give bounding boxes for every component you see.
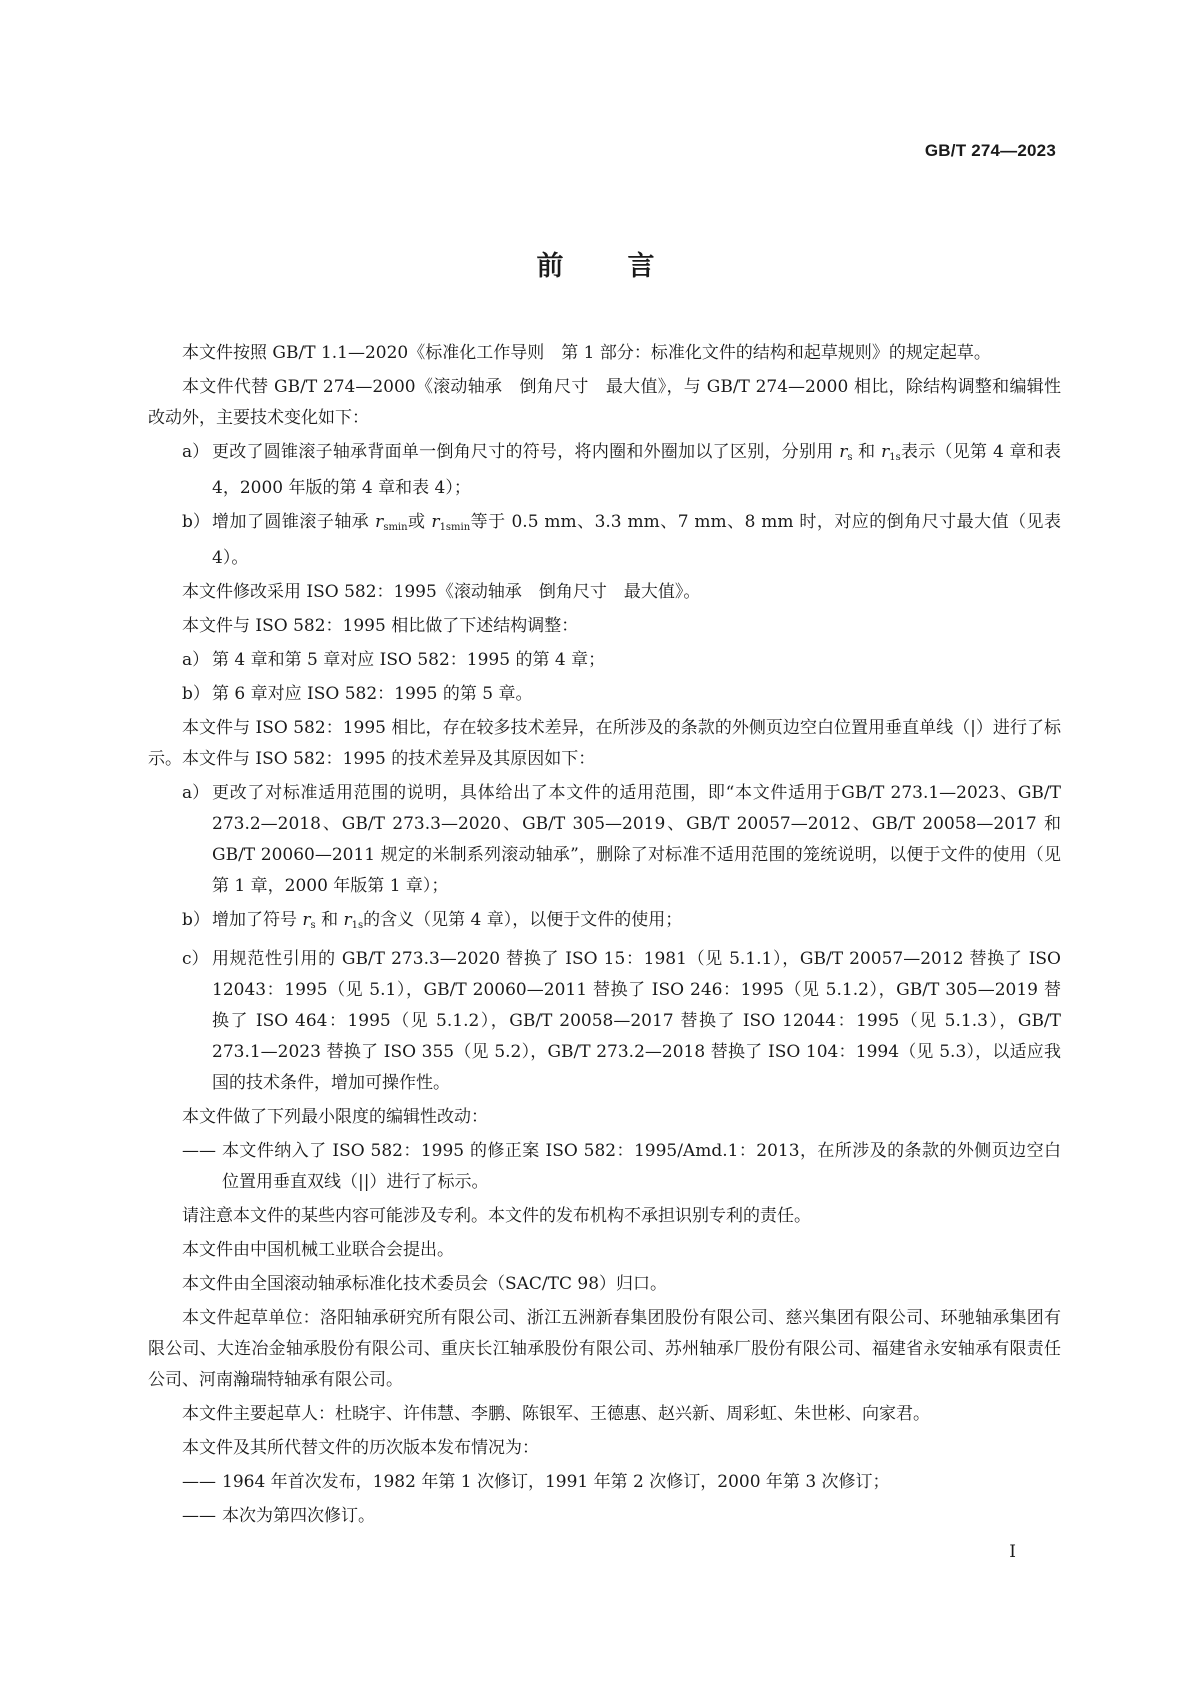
list-text: 更改了对标准适用范围的说明，具体给出了本文件的适用范围，即“本文件适用于GB/T 273.1—2023、GB/T 273.2—2018、GB/T 273.3—2020、GB/T 305—2019、GB/T 20057—2012、GB/T 20058—2017 和 GB/T 20060—2011 规定的米制系列滚动轴承”，删除了对标准不适用范围的笼统说明，以便于文件的使用（见第 1 章，2000 年版第 1 章）；: [212, 783, 1061, 896]
list-item: [148, 507, 1061, 574]
dash-marker: ——: [182, 1506, 216, 1526]
paragraph: 本文件做了下列最小限度的编辑性改动：: [182, 1107, 488, 1127]
dash-marker: ——: [182, 1472, 216, 1492]
paragraph: 本文件代替 GB/T 274—2000《滚动轴承 倒角尺寸 最大值》，与 GB/T 274—2000 相比，除结构调整和编辑性改动外，主要技术变化如下：: [148, 377, 1061, 428]
list-item: [148, 778, 1061, 902]
paragraph: 本文件与 ISO 582：1995 相比，存在较多技术差异，在所涉及的条款的外侧页边空白位置用垂直单线（|）进行了标示。本文件与 ISO 582：1995 的技术差异及其原因如下：: [148, 718, 1061, 769]
list-item: [148, 437, 1061, 504]
dash-text: 1964 年首次发布，1982 年第 1 次修订，1991 年第 2 次修订，2000 年第 3 次修订；: [222, 1472, 890, 1492]
list-text: 增加了圆锥滚子轴承 $r_{smin}$或 $r_{1smin}$等于 0.5 mm、3.3 mm、7 mm、8 mm 时，对应的倒角尺寸最大值（见表 4）。: [212, 512, 1062, 568]
paragraph: 本文件按照 GB/T 1.1—2020《标准化工作导则 第 1 部分：标准化文件的结构和起草规则》的规定起草。: [182, 343, 991, 363]
dash-item: [148, 1136, 1061, 1198]
paragraph: 本文件主要起草人：杜晓宇、许伟慧、李鹏、陈银军、王德惠、赵兴新、周彩虹、朱世彬、向家君。: [182, 1404, 930, 1424]
paragraph: 请注意本文件的某些内容可能涉及专利。本文件的发布机构不承担识别专利的责任。: [182, 1206, 811, 1226]
list-text: 第 4 章和第 5 章对应 ISO 582：1995 的第 4 章；: [212, 650, 606, 670]
dash-marker: ——: [182, 1141, 216, 1161]
paragraph: 本文件由中国机械工业联合会提出。: [182, 1240, 454, 1260]
list-marker: a）: [182, 650, 210, 670]
list-text: 增加了符号 $r_s$ 和 $r_{1s}$的含义（见第 4 章），以便于文件的使用；: [212, 910, 683, 931]
dash-text: 本次为第四次修订。: [222, 1506, 375, 1526]
list-item: [148, 905, 1061, 941]
list-marker: c）: [182, 949, 209, 969]
paragraph: 本文件修改采用 ISO 582：1995《滚动轴承 倒角尺寸 最大值》。: [182, 582, 701, 602]
list-text: 第 6 章对应 ISO 582：1995 的第 5 章。: [212, 684, 533, 704]
page-number: I: [1009, 1542, 1016, 1562]
paragraph: 本文件起草单位：洛阳轴承研究所有限公司、浙江五洲新春集团股份有限公司、慈兴集团有限公司、环驰轴承集团有限公司、大连冶金轴承股份有限公司、重庆长江轴承股份有限公司、苏州轴承厂股份有限公司、福建省永安轴承有限责任公司、河南瀚瑞特轴承有限公司。: [148, 1308, 1061, 1390]
standard-code: GB/T 274—2023: [924, 141, 1056, 160]
list-marker: b）: [182, 512, 210, 532]
list-text: 用规范性引用的 GB/T 273.3—2020 替换了 ISO 15：1981（见 5.1.1），GB/T 20057—2012 替换了 ISO 12043：1995（见 5.1），GB/T 20060—2011 替换了 ISO 246：1995（见 5.1.2），GB/T 305—2019 替换了 ISO 464：1995（见 5.1.2），GB/T 20058—2017 替换了 ISO 12044：1995（见 5.1.3），GB/T 273.1—2023 替换了 ISO 355（见 5.2），GB/T 273.2—2018 替换了 ISO 104：1994（见 5.3），以适应我国的技术条件，增加可操作性。: [212, 949, 1061, 1093]
paragraph: 本文件及其所代替文件的历次版本发布情况为：: [182, 1438, 539, 1458]
list-text: 更改了圆锥滚子轴承背面单一倒角尺寸的符号，将内圈和外圈加以了区别，分别用 $r_s$ 和 $r_{1s}$表示（见第 4 章和表 4，2000 年版的第 4 章和表 4）；: [212, 442, 1062, 498]
title-char-left: 前: [536, 251, 564, 282]
list-marker: b）: [182, 910, 210, 930]
dash-item: [148, 1501, 1061, 1532]
list-item: [148, 645, 1061, 676]
list-item: [148, 944, 1061, 1099]
page-title: [0, 244, 1191, 283]
list-item: [148, 679, 1061, 710]
paragraph: 本文件与 ISO 582：1995 相比做了下述结构调整：: [182, 616, 579, 636]
foreword-body: [148, 338, 1061, 1535]
list-marker: a）: [182, 783, 210, 803]
title-char-right: 言: [627, 251, 655, 282]
list-marker: b）: [182, 684, 210, 704]
dash-item: [148, 1467, 1061, 1498]
paragraph: 本文件由全国滚动轴承标准化技术委员会（SAC/TC 98）归口。: [182, 1274, 668, 1294]
list-marker: a）: [182, 442, 210, 462]
dash-text: 本文件纳入了 ISO 582：1995 的修正案 ISO 582：1995/Amd.1：2013，在所涉及的条款的外侧页边空白位置用垂直双线（||）进行了标示。: [222, 1141, 1061, 1192]
